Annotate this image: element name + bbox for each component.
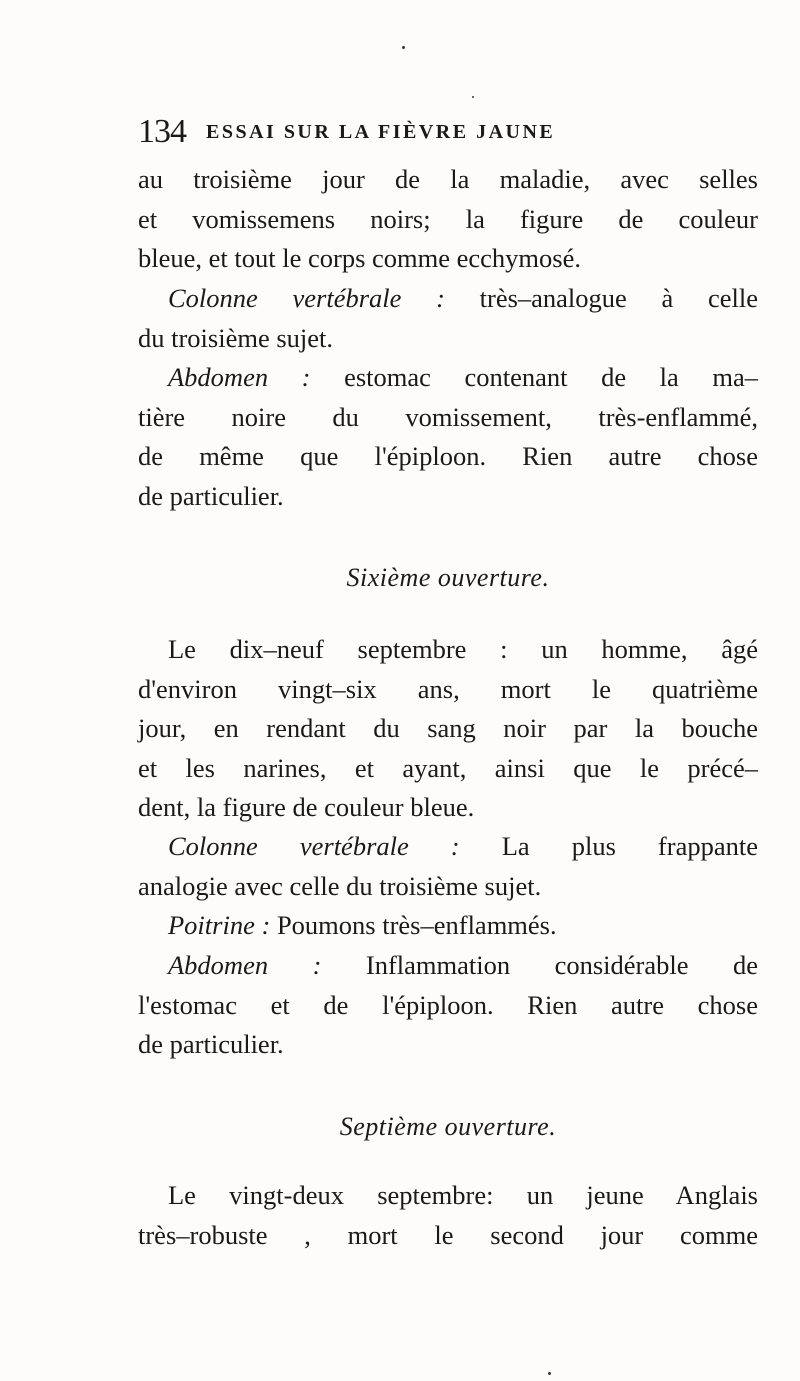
text-line: et vomissemens noirs; la figure de couleur (138, 203, 758, 234)
text-line: dent, la figure de couleur bleue. (138, 792, 475, 822)
print-speck (548, 1372, 551, 1375)
section-heading: Sixième ouverture. (346, 563, 550, 592)
paragraph-poitrine (138, 906, 758, 946)
section-label: Colonne vertébrale : (168, 831, 460, 861)
text-line: Le vingt-deux septembre: un jeune Anglais (168, 1180, 758, 1210)
text-line (138, 906, 758, 946)
text-line (138, 946, 758, 986)
text-line: de même que l'épiploon. Rien autre chose (138, 441, 758, 471)
running-head: ESSAI SUR LA FIÈVRE JAUNE (206, 121, 556, 143)
text-line: de particulier. (138, 1029, 284, 1059)
text-line: et les narines, et ayant, ainsi que le précé– (138, 752, 758, 783)
paragraph-abdomen-1 (138, 358, 758, 516)
paragraph-sixth-opening (138, 630, 758, 828)
text-line: très–robuste , mort le second jour comme (138, 1219, 758, 1250)
print-speck (402, 46, 405, 49)
text-line: Le dix–neuf septembre : un homme, âgé (168, 634, 758, 664)
section-heading: Septième ouverture. (339, 1112, 557, 1141)
text-line (138, 358, 758, 398)
section-label: Abdomen : (168, 950, 322, 980)
text-run: La plus frappante (459, 831, 758, 861)
text-line: de particulier. (138, 480, 284, 511)
page-header (138, 112, 758, 152)
paragraph-colonne-vertebrale-2 (138, 827, 758, 906)
text-line: au troisième jour de la maladie, avec selles (138, 164, 758, 194)
paragraph-continuation (138, 160, 758, 279)
paragraph-colonne-vertebrale-1 (138, 279, 758, 358)
paragraph-seventh-opening (138, 1176, 758, 1255)
paragraph-abdomen-2 (138, 946, 758, 1065)
text-line: tière noire du vomissement, très-enflammé, (138, 401, 758, 432)
section-label: Abdomen : (168, 362, 311, 392)
text-line: l'estomac et de l'épiploon. Rien autre chose (138, 989, 758, 1020)
print-speck (472, 96, 474, 98)
text-line (138, 827, 758, 867)
text-run: estomac contenant de la ma– (310, 362, 758, 392)
section-label: Colonne vertébrale : (168, 283, 445, 313)
page-number: 134 (138, 113, 186, 150)
text-line: analogie avec celle du troisième sujet. (138, 870, 542, 901)
text-line: bleue, et tout le corps comme ecchymosé. (138, 243, 581, 273)
text-run: Poumons très–enflammés. (270, 910, 557, 940)
text-line: jour, en rendant du sang noir par la bouche (138, 713, 758, 743)
text-line: d'environ vingt–six ans, mort le quatrième (138, 673, 758, 704)
text-run: Inflammation considérable de (321, 950, 758, 980)
section-label: Poitrine : (168, 910, 271, 940)
text-line: du troisième sujet. (138, 322, 334, 353)
text-run: très–analogue à celle (444, 283, 758, 313)
text-line (138, 279, 758, 319)
